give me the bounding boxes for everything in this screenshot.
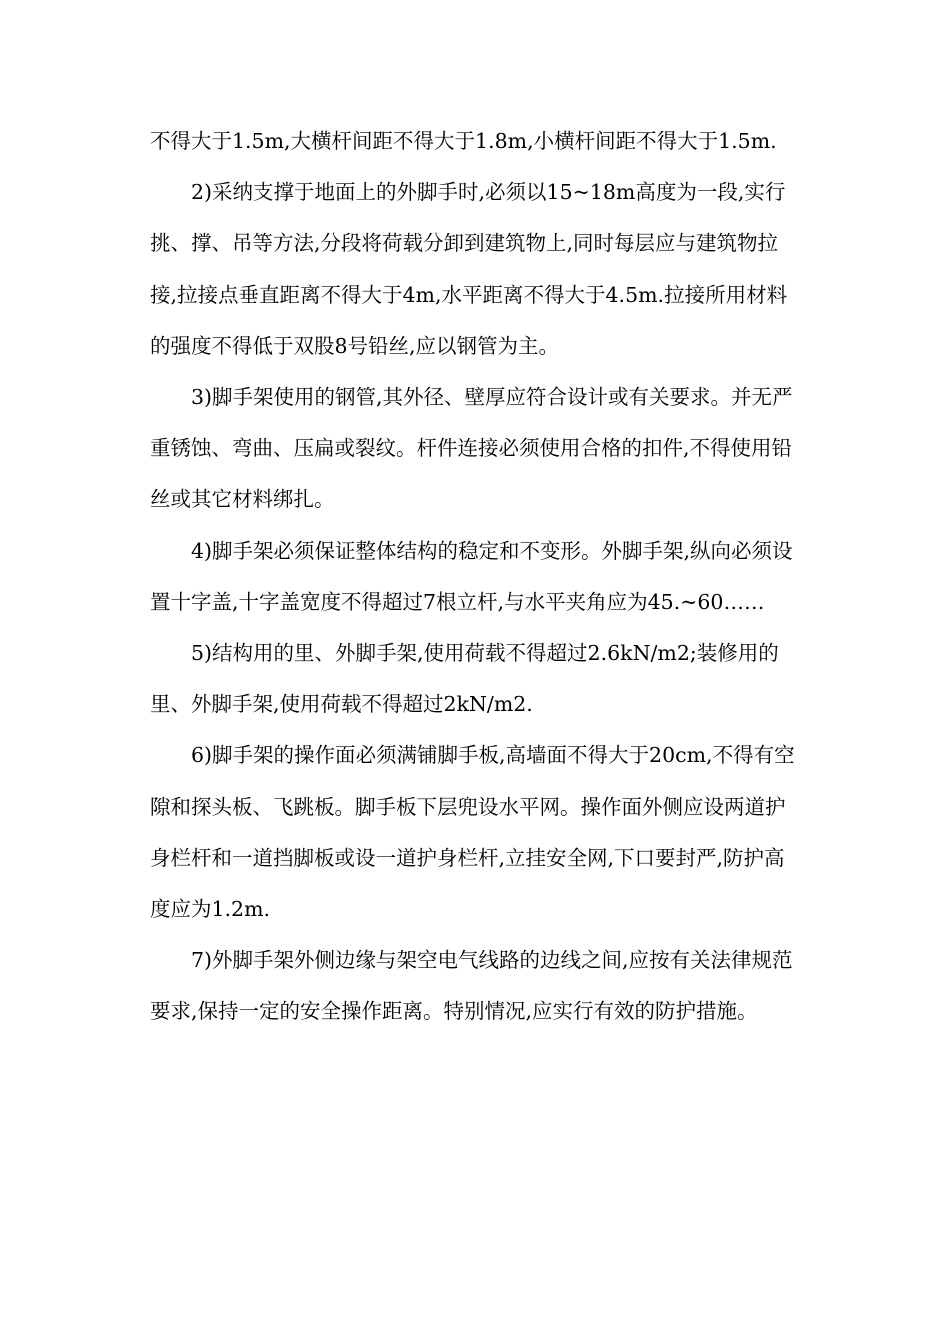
paragraph-continuation: 不得大于1.5m,大横杆间距不得大于1.8m,小横杆间距不得大于1.5m. [150, 129, 777, 153]
paragraph-item-2: 2)采纳支撑于地面上的外脚手时,必须以15~18m高度为一段,实行挑、撑、吊等方法,分段将荷载分卸到建筑物上,同时每层应与建筑物拉接,拉接点垂直距离不得大于4m,水平距离不得大于4.5m.拉接所用材料的强度不得低于双股8号铅丝,应以钢管为主。 [150, 180, 788, 358]
paragraph-item-7: 7)外脚手架外侧边缘与架空电气线路的边线之间,应按有关法律规范要求,保持一定的安全操作距离。特别情况,应实行有效的防护措施。 [150, 948, 793, 1024]
paragraph-item-5: 5)结构用的里、外脚手架,使用荷载不得超过2.6kN/m2;装修用的里、外脚手架,使用荷载不得超过2kN/m2. [150, 641, 779, 717]
paragraph-item-6: 6)脚手架的操作面必须满铺脚手板,高墙面不得大于20cm,不得有空隙和探头板、飞跳板。脚手板下层兜设水平网。操作面外侧应设两道护身栏杆和一道挡脚板或设一道护身栏杆,立挂安全网,下口要封严,防护高度应为1.2m. [150, 743, 795, 922]
document-body [150, 116, 805, 1038]
paragraph-item-4: 4)脚手架必须保证整体结构的稳定和不变形。外脚手架,纵向必须设置十字盖,十字盖宽度不得超过7根立杆,与水平夹角应为45.~60…… [150, 538, 793, 614]
paragraph-item-3: 3)脚手架使用的钢管,其外径、壁厚应符合设计或有关要求。并无严重锈蚀、弯曲、压扁或裂纹。杆件连接必须使用合格的扣件,不得使用铅丝或其它材料绑扎。 [150, 385, 793, 512]
